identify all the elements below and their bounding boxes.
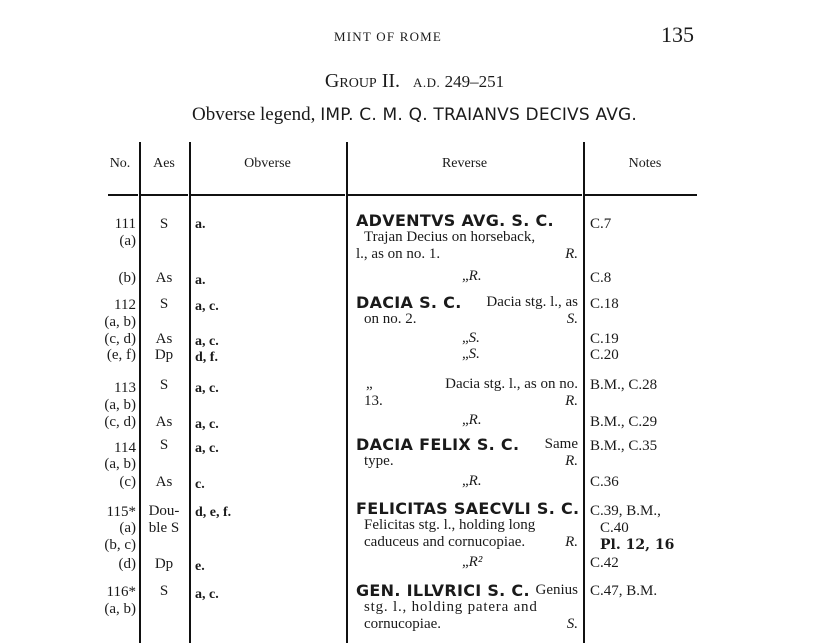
coin-number: 112: [114, 297, 136, 313]
obverse-legend-text: IMP. C. M. Q. TRAIANVS DECIVS AVG.: [320, 105, 638, 125]
reverse-description: cornucopiae.: [364, 616, 442, 632]
reverse-description: Dacia stg. l., as on no.: [445, 376, 578, 392]
obverse-type: a, c.: [195, 587, 219, 602]
rarity: R.: [565, 393, 578, 409]
coin-number: 115*: [106, 504, 136, 520]
coin-number: 114: [114, 440, 136, 456]
reverse-entry: [356, 582, 578, 633]
coin-variant: (c): [119, 474, 136, 490]
notes: B.M., C.29: [590, 414, 658, 430]
notes: C.36: [590, 474, 619, 490]
coin-variant: (b): [118, 270, 136, 286]
reverse-description: Felicitas stg. l., holding long: [364, 517, 536, 533]
aes-denomination: Dp: [154, 556, 174, 572]
notes: C.18: [590, 296, 619, 312]
reverse-description: caduceus and cornucopiae.: [364, 534, 526, 550]
notes: B.M., C.35: [590, 438, 658, 454]
notes: C.19: [590, 331, 619, 347]
coin-number: 116*: [106, 584, 136, 600]
coin-variant: (a): [119, 233, 136, 249]
coin-variant: (c, d): [104, 331, 136, 347]
obverse-type: a, c.: [195, 381, 219, 396]
coin-number: 111: [114, 216, 136, 232]
aes-denomination: As: [155, 331, 173, 347]
rarity: S.: [468, 346, 480, 362]
header-rule: [108, 194, 138, 196]
reverse-description: Trajan Decius on horseback,: [364, 229, 536, 245]
column-divider: [189, 142, 191, 643]
header-notes: Notes: [628, 156, 662, 171]
running-head: MINT OF ROME: [334, 29, 443, 44]
ditto-mark: „: [462, 268, 469, 284]
header-rule: [191, 194, 345, 196]
reverse-entry: [356, 268, 578, 285]
reverse-description: Dacia stg. l., as: [486, 294, 578, 310]
obverse-type: a, c.: [195, 417, 219, 432]
coin-variant: (d): [118, 556, 136, 572]
coin-variant: (a, b): [104, 456, 136, 472]
rarity: R.: [468, 412, 482, 428]
header-no: No.: [109, 156, 131, 171]
group-label: Group II.: [324, 70, 401, 92]
reverse-entry: [356, 376, 578, 410]
obverse-type: e.: [195, 559, 205, 574]
reverse-description: l., as on no. 1.: [356, 246, 441, 262]
plate-reference: Pl. 12, 16: [600, 537, 675, 553]
aes-denomination: Dp: [154, 347, 174, 363]
reverse-entry: [356, 346, 578, 363]
reverse-entry: [356, 412, 578, 429]
header-rule: [141, 194, 188, 196]
reverse-description: type.: [364, 453, 394, 469]
aes-denomination: ble S: [148, 520, 180, 536]
rarity: R.: [565, 246, 578, 262]
coin-variant: (a, b): [104, 314, 136, 330]
notes: C.7: [590, 216, 612, 232]
obverse-type: a.: [195, 273, 206, 288]
coin-variant: (b, c): [104, 537, 136, 553]
rarity: R.: [468, 268, 482, 284]
obverse-type: a, c.: [195, 441, 219, 456]
header-rule: [585, 194, 697, 196]
rarity: R²: [468, 554, 483, 570]
reverse-entry: [356, 212, 578, 263]
notes: C.47, B.M.: [590, 583, 658, 599]
rarity: R.: [468, 473, 482, 489]
aes-denomination: S: [159, 437, 169, 453]
reverse-description: 13.: [364, 393, 383, 409]
reverse-description: on no. 2.: [364, 311, 417, 327]
header-rule: [348, 194, 582, 196]
obverse-type: d, e, f.: [195, 505, 232, 520]
reverse-description: Genius: [535, 582, 578, 598]
obverse-legend-label: Obverse legend,: [191, 104, 316, 125]
obverse-type: d, f.: [195, 350, 218, 365]
header-aes: Aes: [153, 156, 175, 171]
notes: [590, 503, 674, 554]
obverse-type: a, c.: [195, 299, 219, 314]
obverse-legend: [0, 104, 829, 126]
coin-variant: (c, d): [104, 414, 136, 430]
ditto-mark: „: [462, 554, 469, 570]
header-obverse: Obverse: [244, 156, 291, 171]
obverse-type: a.: [195, 217, 206, 232]
ditto-mark: „: [462, 473, 469, 489]
reverse-entry: [356, 294, 578, 328]
coin-variant: (a): [119, 520, 136, 536]
aes-denomination: S: [159, 377, 169, 393]
coin-variant: (e, f): [106, 347, 136, 363]
ditto-mark: „: [462, 412, 469, 428]
rarity: S.: [468, 330, 480, 346]
notes-line: C.39, B.M.,: [590, 503, 661, 519]
reverse-entry: [356, 436, 578, 470]
column-divider: [583, 142, 585, 643]
reverse-entry: [356, 554, 578, 571]
reverse-legend: GEN. ILLVRICI S. C.: [356, 581, 530, 600]
rarity: R.: [565, 534, 578, 550]
notes: C.42: [590, 555, 619, 571]
reverse-entry: [356, 500, 578, 551]
reverse-legend: FELICITAS SAECVLI S. C.: [356, 499, 580, 518]
ditto-mark: „: [462, 330, 469, 346]
notes-line: C.40: [600, 520, 629, 536]
coin-variant: (a, b): [104, 397, 136, 413]
notes: C.8: [590, 270, 612, 286]
reverse-entry: [356, 330, 578, 347]
column-divider: [346, 142, 348, 643]
group-title: [0, 70, 829, 93]
aes-denomination: S: [159, 216, 169, 232]
reverse-legend: DACIA S. C.: [356, 293, 462, 312]
rarity: S.: [566, 616, 578, 632]
aes-denomination: As: [155, 474, 173, 490]
group-date: A.D. 249–251: [413, 72, 505, 91]
aes-denomination: As: [155, 270, 173, 286]
aes-denomination: S: [159, 296, 169, 312]
obverse-type: a, c.: [195, 334, 219, 349]
obverse-type: c.: [195, 477, 205, 492]
notes: C.20: [590, 347, 619, 363]
page-number: 135: [661, 22, 694, 47]
aes-denomination: As: [155, 414, 173, 430]
rarity: R.: [565, 453, 578, 469]
reverse-entry: [356, 473, 578, 490]
header-reverse: Reverse: [441, 156, 488, 171]
notes: B.M., C.28: [590, 377, 658, 393]
reverse-description: Same: [544, 436, 578, 452]
rarity: S.: [566, 311, 578, 327]
aes-denomination: Dou-: [148, 503, 180, 519]
coin-number: 113: [114, 380, 136, 396]
coin-variant: (a, b): [104, 601, 136, 617]
reverse-description: stg. l., holding patera and: [364, 599, 538, 615]
ditto-mark: „: [462, 346, 469, 362]
reverse-legend: DACIA FELIX S. C.: [356, 435, 520, 454]
reverse-legend: ADVENTVS AVG. S. C.: [356, 211, 554, 230]
aes-denomination: S: [159, 583, 169, 599]
ditto-mark: „: [366, 376, 373, 392]
